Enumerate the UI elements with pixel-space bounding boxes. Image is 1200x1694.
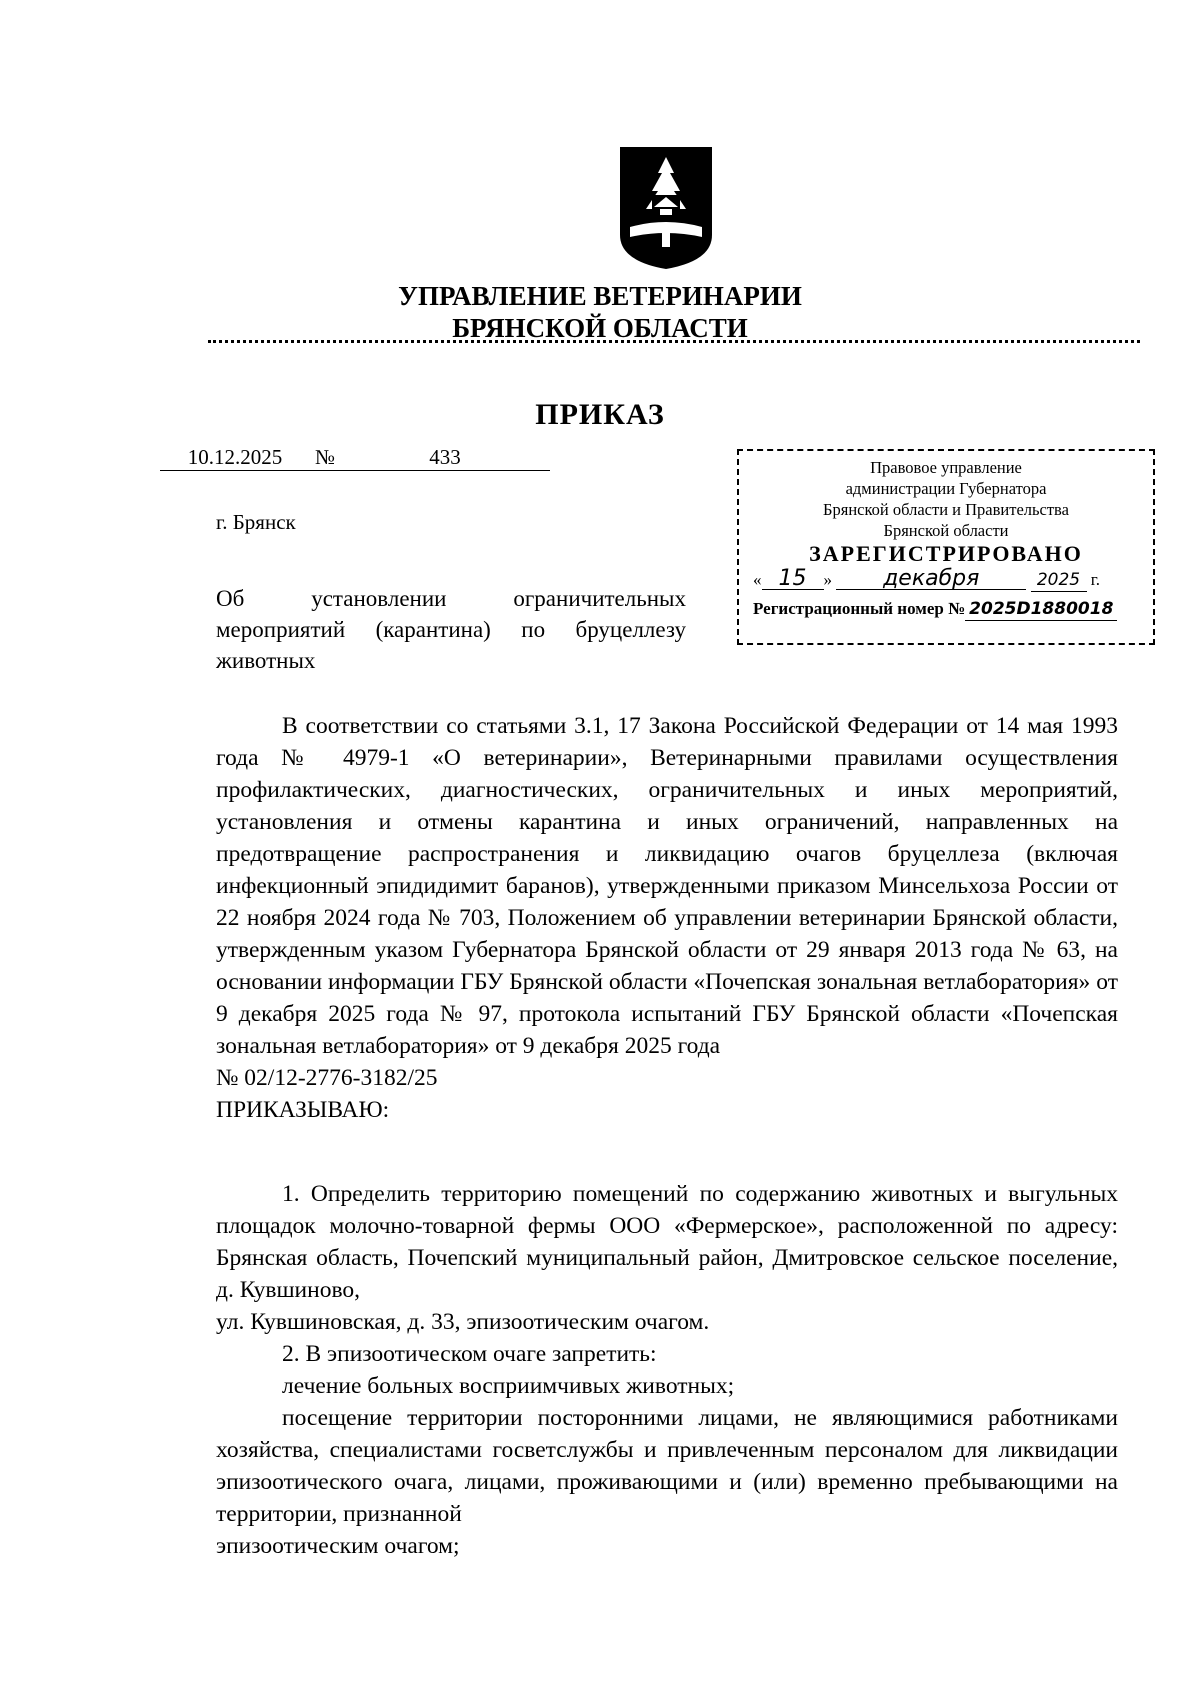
stamp-line1: Правовое управление	[870, 458, 1022, 477]
document-date: 10.12.2025	[160, 445, 310, 471]
header-dotted-divider	[208, 340, 1140, 343]
stamp-line4: Брянской области	[883, 521, 1009, 540]
number-sign: №	[310, 445, 340, 471]
item-2: 2. В эпизоотическом очаге запретить:	[282, 1341, 657, 1367]
stamp-regnum-label: Регистрационный номер №	[753, 599, 966, 618]
stamp-regnum-line	[739, 598, 1153, 621]
date-number-line	[160, 445, 550, 471]
organization-name-line2: БРЯНСКОЙ ОБЛАСТИ	[452, 313, 748, 343]
item-2-b: посещение территории посторонними лицами, не являющимися работниками хозяйства, специалистами госветслужбы и привлеченным персоналом для ликвидации эпизоотического очага, лицами, проживающими и (или) временно пребывающими на территории, признанной	[216, 1405, 1118, 1527]
order-word: ПРИКАЗЫВАЮ:	[216, 1097, 390, 1123]
document-number: 433	[340, 445, 550, 471]
preamble-block	[216, 710, 1118, 1126]
stamp-day: 15	[762, 568, 824, 590]
preamble-paragraph: В соответствии со статьями 3.1, 17 Закона Российской Федерации от 14 мая 1993 года № 4979-1 «О ветеринарии», Ветеринарными правилами осуществления профилактических, диагностических, ограничительных и иных мероприятий, установления и отмены карантина и иных ограничений, направленных на предотвращение распространения и ликвидацию очагов бруцеллеза (включая инфекционный эпидидимит баранов), утвержденными приказом Минсельхоза России от 22 ноября 2024 года № 703, Положением об управлении ветеринарии Брянской области, утвержденным указом Губернатора Брянской области от 29 января 2013 года № 63, на основании информации ГБУ Брянской области «Почепская зональная ветлаборатория» от 9 декабря 2025 года № 97, протокола испытаний ГБУ Брянской области «Почепская зональная ветлаборатория» от 9 декабря 2025 года	[216, 713, 1118, 1059]
stamp-quote-close: »	[823, 570, 832, 589]
stamp-regnum-value: 2025D1880018	[965, 599, 1117, 621]
document-title: ПРИКАЗ	[535, 398, 665, 431]
item-1-end: ул. Кувшиновская, д. 33, эпизоотическим очагом.	[216, 1309, 710, 1335]
order-items-block	[216, 1178, 1118, 1562]
preamble-reference: № 02/12-2776-3182/25	[216, 1065, 438, 1091]
stamp-line3: Брянской области и Правительства	[823, 500, 1069, 519]
city-label: г. Брянск	[216, 510, 296, 534]
stamp-date-line	[739, 568, 1153, 592]
stamp-line2: администрации Губернатора	[845, 479, 1047, 498]
coat-of-arms-emblem	[616, 143, 716, 271]
item-2-a: лечение больных восприимчивых животных;	[282, 1373, 735, 1399]
document-subject: Об установлении ограничительных мероприятий (карантина) по бруцеллезу животных	[216, 586, 686, 673]
organization-name-line1: УПРАВЛЕНИЕ ВЕТЕРИНАРИИ	[398, 281, 802, 311]
stamp-year: 2025	[1031, 570, 1087, 592]
item-1: 1. Определить территорию помещений по содержанию животных и выгульных площадок молочно-товарной фермы ООО «Фермерское», расположенной по адресу: Брянская область, Почепский муниципальный район, Дмитровское сельское поселение, д. Кувшиново,	[216, 1181, 1118, 1303]
stamp-year-suffix: г.	[1090, 570, 1101, 589]
registration-stamp	[737, 449, 1155, 645]
stamp-registered: ЗАРЕГИСТРИРОВАНО	[809, 541, 1083, 566]
item-2-b-end: эпизоотическим очагом;	[216, 1533, 460, 1559]
stamp-month: декабря	[836, 568, 1026, 590]
stamp-quote-open: «	[753, 570, 762, 589]
